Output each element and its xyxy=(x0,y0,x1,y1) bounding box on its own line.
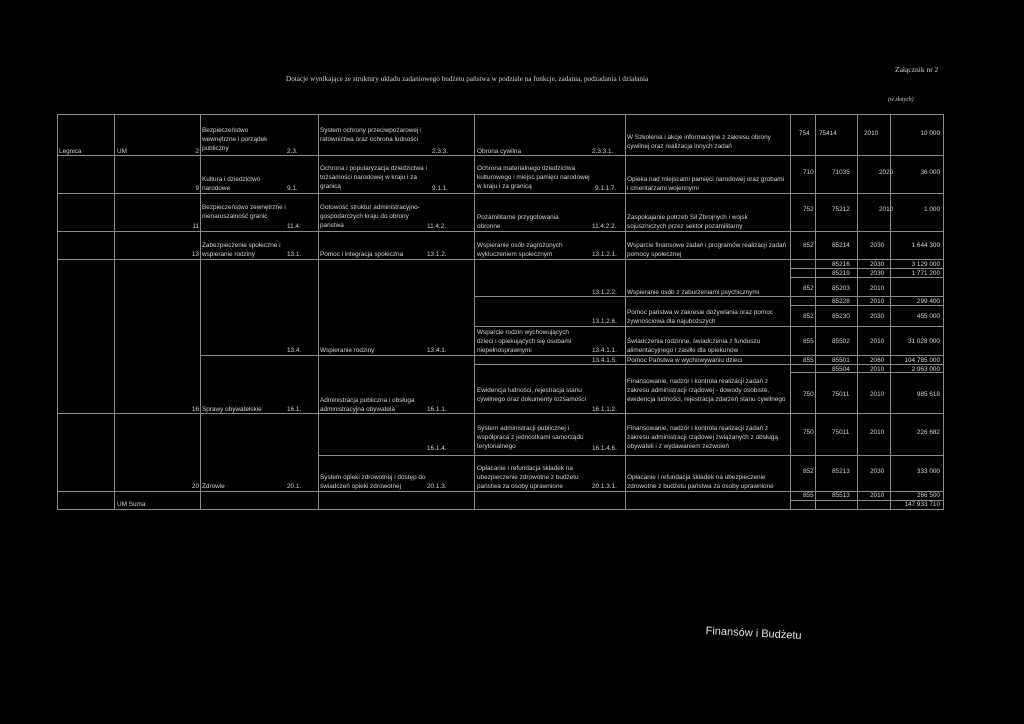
total-amount: 147 933 710 xyxy=(904,501,940,508)
annex-label: Załącznik nr 2 xyxy=(895,65,939,74)
unit-label: (w złotych) xyxy=(888,97,914,103)
total-label: UM Suma xyxy=(117,501,146,508)
stamp-text: Finansów i Budżetu xyxy=(705,625,802,643)
page-title: Dotacje wynikające ze struktury układu zadaniowego budżetu państwa w podziale na funkcje, zadania, podzadania i działania xyxy=(286,75,649,83)
